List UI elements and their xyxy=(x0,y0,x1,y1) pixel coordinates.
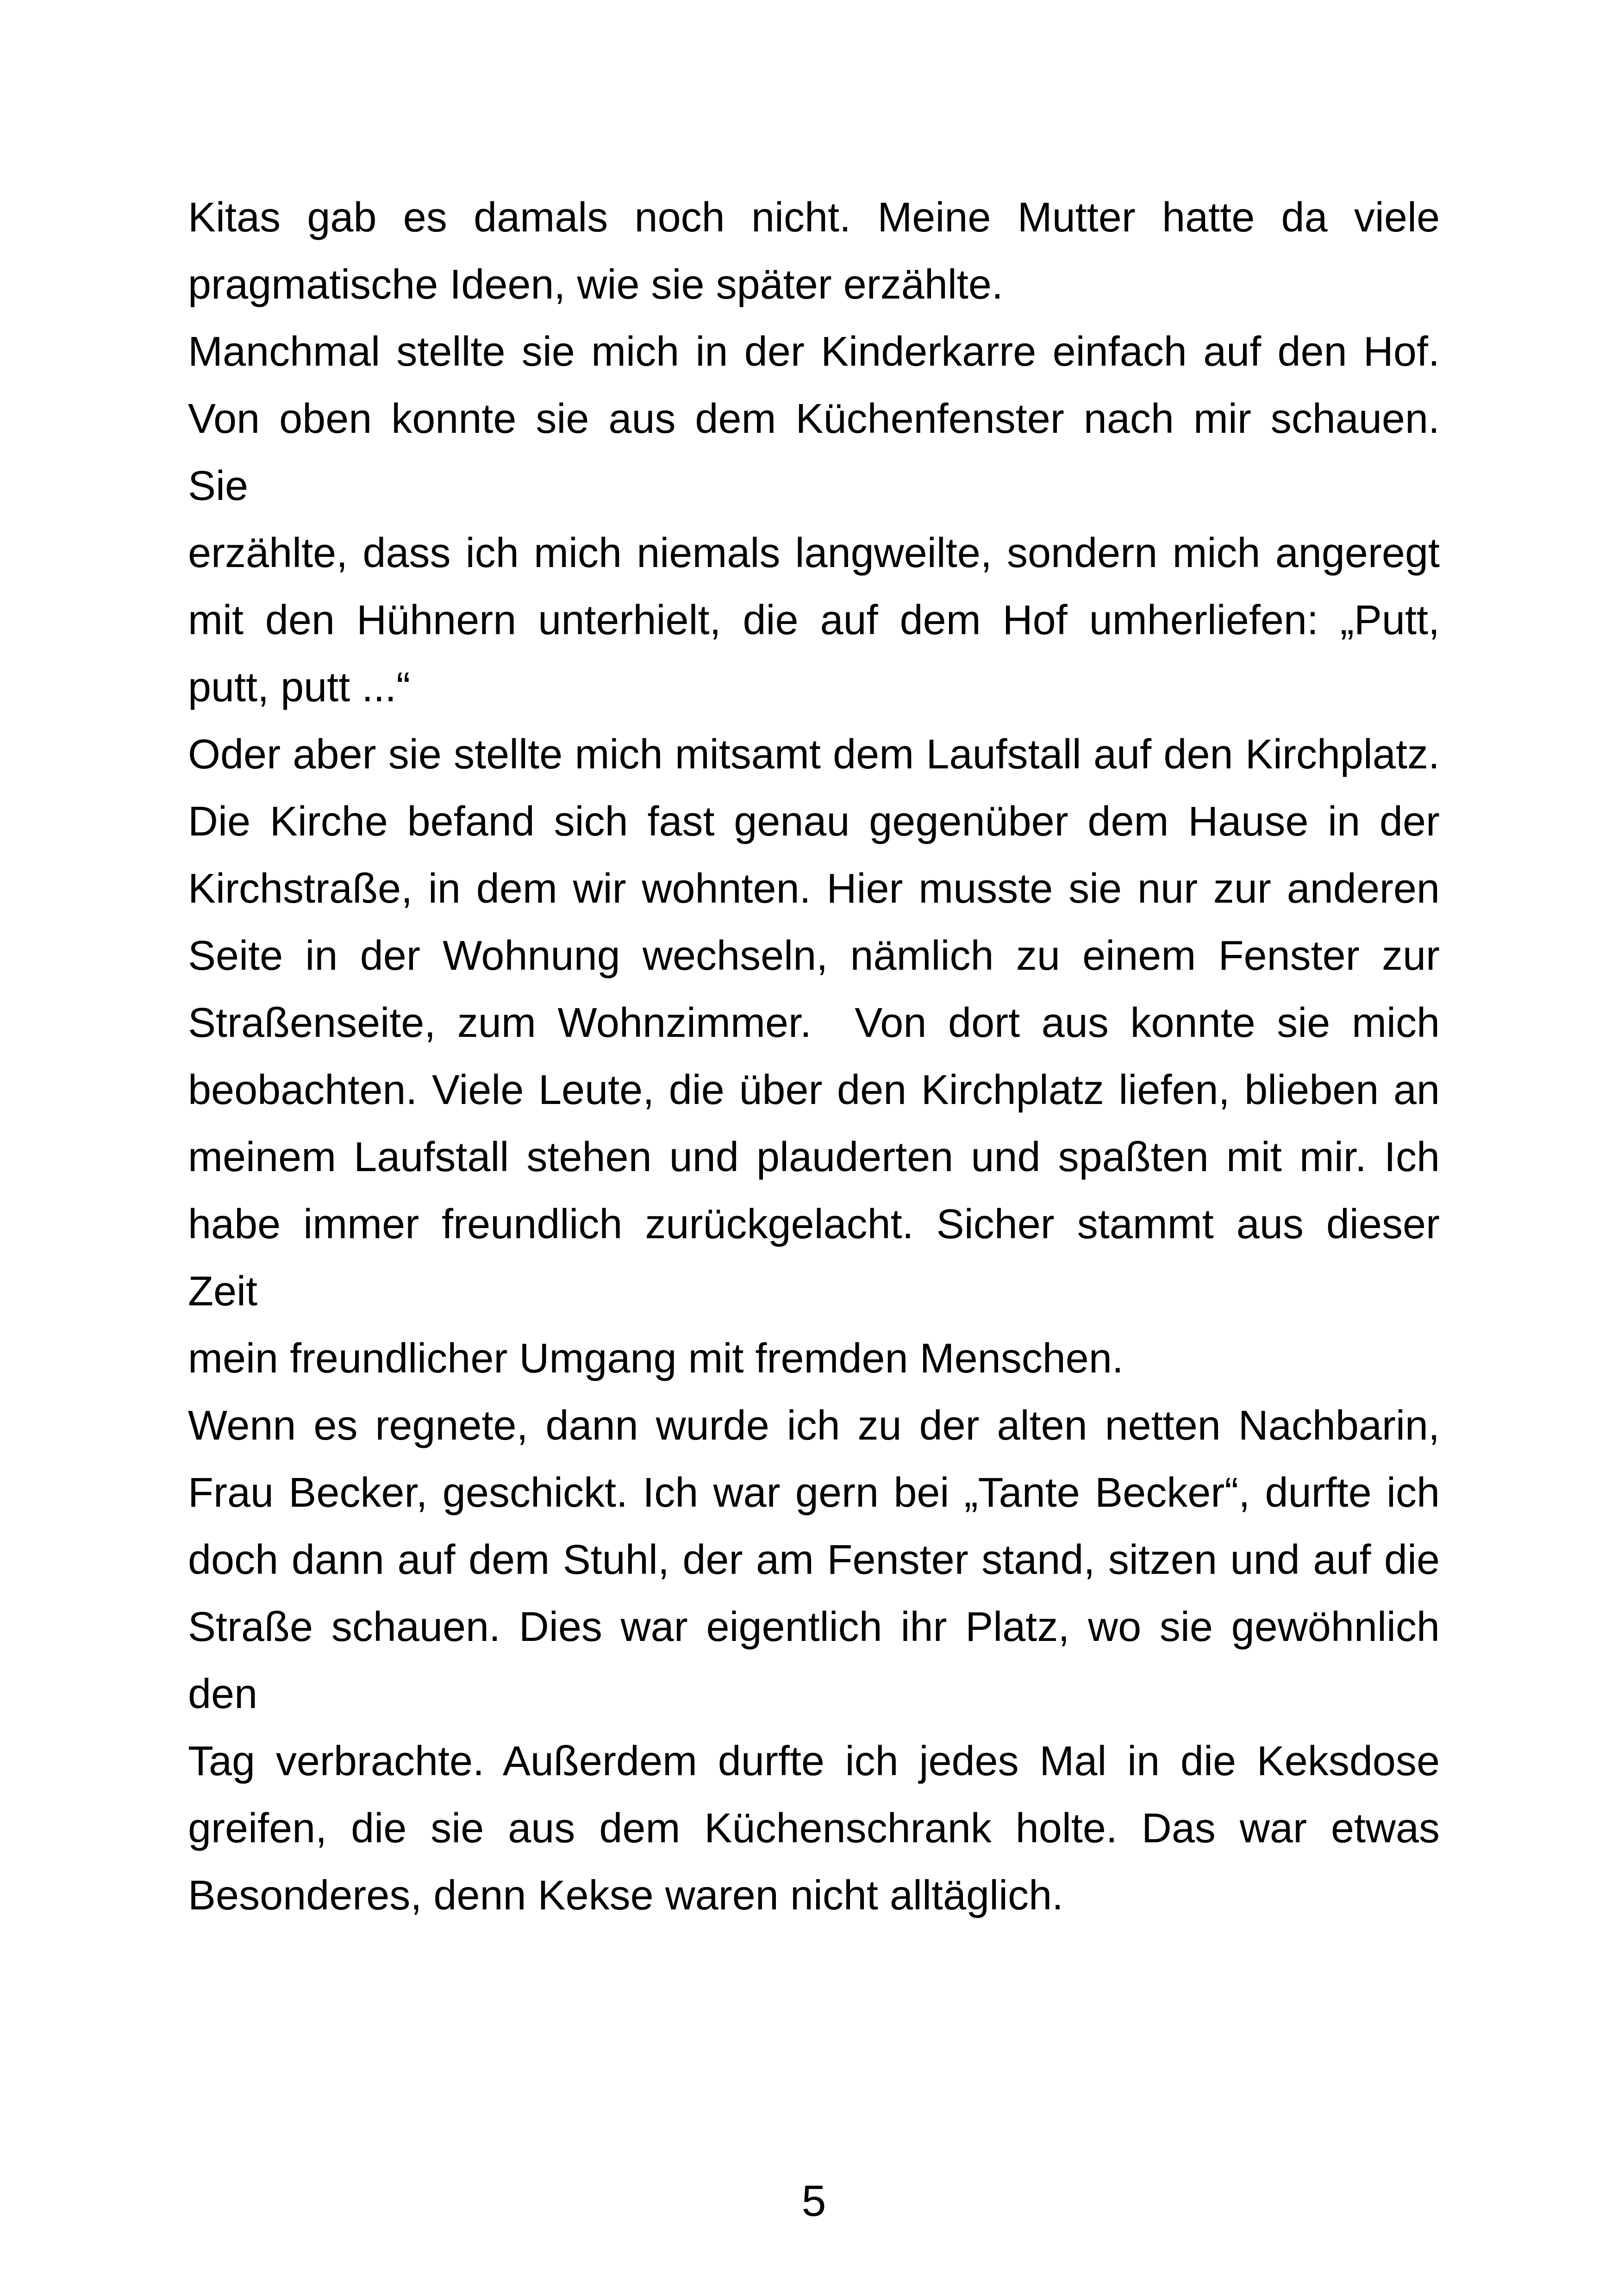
text-line: Straßenseite, zum Wohnzimmer. Von dort aus konnte sie mich xyxy=(188,1000,1440,1046)
text-line: Seite in der Wohnung wechseln, nämlich zu einem Fenster zur xyxy=(188,933,1440,979)
text-line: Manchmal stellte sie mich in der Kinderkarre einfach auf den Hof. xyxy=(188,329,1440,375)
text-line: Die Kirche befand sich fast genau gegenüber dem Hause in der xyxy=(188,798,1440,845)
text-line: Straße schauen. Dies war eigentlich ihr Platz, wo sie gewöhnlich den xyxy=(188,1604,1440,1717)
text-line: mein freundlicher Umgang mit fremden Menschen. xyxy=(188,1335,1124,1382)
text-line: mit den Hühnern unterhielt, die auf dem Hof umherliefen: „Putt, xyxy=(188,597,1440,643)
text-line: beobachten. Viele Leute, die über den Kirchplatz liefen, blieben an xyxy=(188,1067,1440,1113)
text-line: Kitas gab es damals noch nicht. Meine Mutter hatte da viele xyxy=(188,194,1440,241)
text-line: Von oben konnte sie aus dem Küchenfenster nach mir schauen. Sie xyxy=(188,396,1440,509)
text-line: meinem Laufstall stehen und plauderten und spaßten mit mir. Ich xyxy=(188,1134,1440,1180)
text-line: pragmatische Ideen, wie sie später erzählte. xyxy=(188,262,1003,308)
body-text xyxy=(188,184,1440,1929)
text-line: putt, putt ...“ xyxy=(188,664,411,711)
page-number: 5 xyxy=(801,2177,826,2226)
text-line: Besonderes, denn Kekse waren nicht alltäglich. xyxy=(188,1872,1064,1919)
text-line: doch dann auf dem Stuhl, der am Fenster stand, sitzen und auf die xyxy=(188,1537,1440,1583)
text-line: erzählte, dass ich mich niemals langweilte, sondern mich angeregt xyxy=(188,530,1440,576)
text-line: habe immer freundlich zurückgelacht. Sicher stammt aus dieser Zeit xyxy=(188,1201,1440,1315)
text-line: greifen, die sie aus dem Küchenschrank holte. Das war etwas xyxy=(188,1805,1440,1852)
text-line: Tag verbrachte. Außerdem durfte ich jedes Mal in die Keksdose xyxy=(188,1738,1440,1784)
text-line: Oder aber sie stellte mich mitsamt dem Laufstall auf den Kirchplatz. xyxy=(188,731,1440,778)
text-line: Frau Becker, geschickt. Ich war gern bei „Tante Becker“, durfte ich xyxy=(188,1470,1440,1516)
text-line: Wenn es regnete, dann wurde ich zu der alten netten Nachbarin, xyxy=(188,1403,1440,1449)
text-line: Kirchstraße, in dem wir wohnten. Hier musste sie nur zur anderen xyxy=(188,866,1440,912)
